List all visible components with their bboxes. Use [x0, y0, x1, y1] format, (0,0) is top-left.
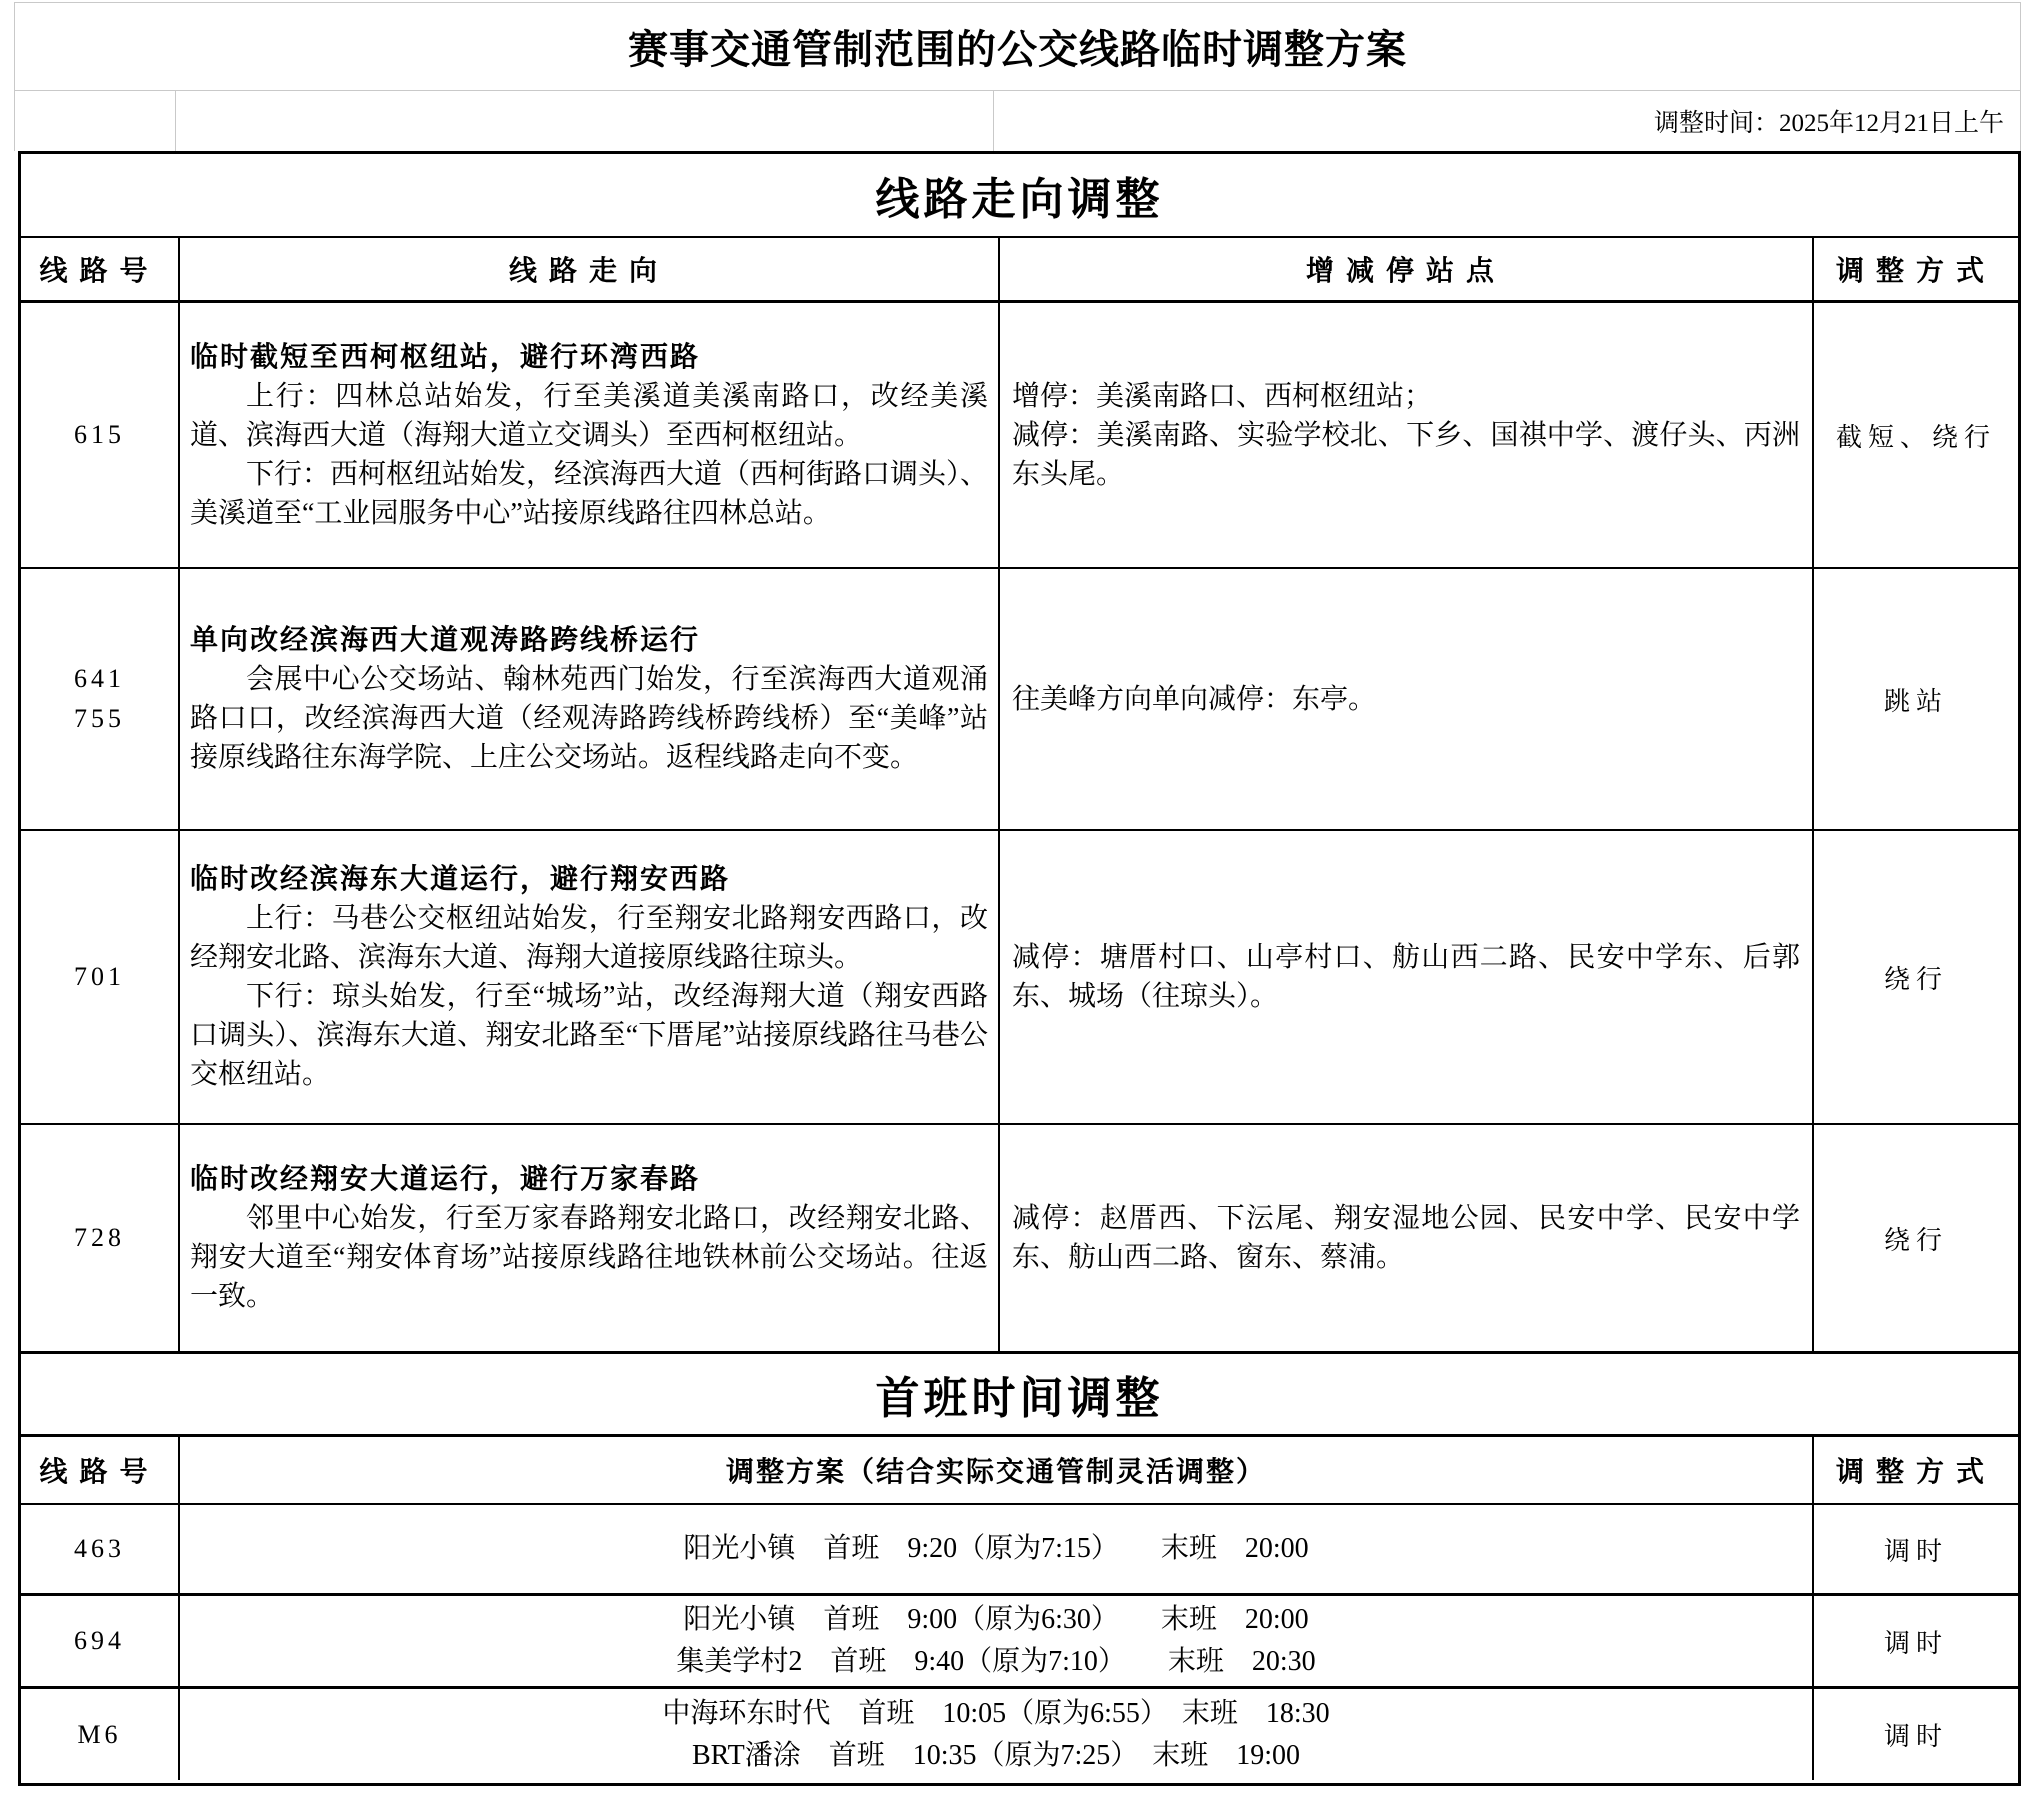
stops-added: 增停：美溪南路口、西柯枢纽站；: [1012, 380, 1433, 412]
stops-removed: 减停：美溪南路、实验学校北、下乡、国祺中学、渡仔头、丙洲东头尾。: [1012, 419, 1800, 490]
adjust-time-text: 调整时间：2025年12月21日上午: [1653, 110, 2004, 137]
time-section-heading: 首班时间调整: [21, 1354, 2018, 1437]
adjust-time-row: [14, 91, 2021, 151]
time-plan-line: 阳光小镇 首班 9:20（原为7:15） 末班 20:00: [683, 1533, 1309, 1564]
method-cell: [1814, 1505, 2018, 1593]
stops-cell: [1000, 831, 1814, 1123]
method-cell: [1814, 569, 2018, 829]
method-value: 调时: [1883, 1628, 1948, 1658]
route-direction-cell: [180, 303, 1000, 567]
stops-cell: [1000, 1125, 1814, 1351]
method-cell: [1814, 1689, 2018, 1780]
method-value: 调时: [1883, 1536, 1948, 1566]
method-cell: [1814, 1596, 2018, 1686]
time-plan-line: 中海环东时代 首班 10:05（原为6:55） 末班 18:30: [662, 1697, 1330, 1729]
route-number-cell: [21, 1689, 180, 1780]
time-plan-cell: [180, 1505, 1814, 1593]
route-headline: 单向改经滨海西大道观涛路跨线桥运行: [190, 625, 701, 656]
title-block: [14, 2, 2021, 91]
route-paragraph: 下行：西柯枢纽站始发，经滨海西大道（西柯街路口调头）、美溪道至“工业园服务中心”站接原线路往四林总站。: [190, 458, 989, 529]
table-row: [21, 1689, 2018, 1780]
route-number-cell: [21, 1125, 180, 1351]
method-cell: [1814, 1125, 2018, 1351]
table-row: [21, 1125, 2018, 1354]
main-table: [18, 151, 2021, 1786]
route-number: 463: [74, 1534, 125, 1563]
route-number: 641: [74, 664, 125, 693]
time-plan-line: 集美学村2 首班 9:40（原为7:10） 末班 20:30: [676, 1646, 1316, 1677]
empty-cell: [15, 91, 176, 151]
method-value: 跳站: [1883, 686, 1948, 716]
method-value: 截短、绕行: [1835, 422, 1996, 452]
route-direction-cell: [180, 831, 1000, 1123]
route-direction-cell: [180, 569, 1000, 829]
route-number-cell: [21, 1596, 180, 1686]
method-cell: [1814, 303, 2018, 567]
document-title: 赛事交通管制范围的公交线路临时调整方案: [628, 28, 1407, 72]
route-headline: 临时改经滨海东大道运行，避行翔安西路: [190, 864, 731, 895]
col-header-plan: 调整方案（结合实际交通管制灵活调整）: [180, 1437, 1814, 1503]
route-number-cell: [21, 1505, 180, 1593]
time-plan-line: BRT潘涂 首班 10:35（原为7:25） 末班 19:00: [691, 1739, 1301, 1771]
route-headline: 临时截短至西柯枢纽站，避行环湾西路: [190, 341, 701, 373]
route-section-heading: 线路走向调整: [21, 154, 2018, 238]
route-paragraph: 邻里中心始发，行至万家春路翔安北路口，改经翔安北路、翔安大道至“翔安体育场”站接原线路往地铁林前公交场站。往返一致。: [190, 1203, 988, 1312]
table-row: [21, 831, 2018, 1125]
route-number: M6: [77, 1719, 122, 1749]
col-header-route-path: 线路走向: [180, 238, 1000, 300]
route-number: 755: [74, 704, 125, 733]
col-header-method: 调整方式: [1835, 256, 1996, 287]
stops-cell: [1000, 569, 1814, 829]
method-value: 绕行: [1883, 964, 1948, 994]
route-number: 615: [74, 420, 125, 449]
route-number: 701: [74, 962, 125, 991]
col-header-route-no: 线路号: [21, 238, 180, 300]
stops-removed: 减停：赵厝西、下沄尾、翔安湿地公园、民安中学、民安中学东、舫山西二路、窗东、蔡浦。: [1012, 1203, 1800, 1273]
stops-removed: 往美峰方向单向减停：东亭。: [1012, 683, 1377, 715]
method-cell: [1814, 831, 2018, 1123]
route-paragraph: 会展中心公交场站、翰林苑西门始发，行至滨海西大道观涌路口口，改经滨海西大道（经观涛路跨线桥跨线桥）至“美峰”站接原线路往东海学院、上庄公交场站。返程线路走向不变。: [190, 664, 988, 773]
table-row: [21, 1505, 2018, 1596]
stops-cell: [1000, 303, 1814, 567]
route-number: 728: [74, 1223, 125, 1252]
method-value: 调时: [1883, 1722, 1948, 1751]
col-header-stops: 增减停站点: [1000, 238, 1814, 300]
route-number-cell: [21, 831, 180, 1123]
table-row: [21, 569, 2018, 831]
route-headline: 临时改经翔安大道运行，避行万家春路: [190, 1164, 701, 1195]
time-plan-cell: [180, 1689, 1814, 1780]
route-number-cell: [21, 303, 180, 567]
route-paragraph: 上行：四林总站始发，行至美溪道美溪南路口，改经美溪道、滨海西大道（海翔大道立交调头）至西柯枢纽站。: [190, 380, 988, 451]
col-header-route-no: 线路号: [21, 1437, 180, 1503]
route-section-header-row: [21, 238, 2018, 303]
empty-cell: [176, 91, 994, 151]
time-section-header-row: [21, 1437, 2018, 1505]
table-row: [21, 1596, 2018, 1689]
stops-removed: 减停：塘厝村口、山亭村口、舫山西二路、民安中学东、后郭东、城场（往琼头）。: [1012, 942, 1800, 1012]
time-plan-line: 阳光小镇 首班 9:00（原为6:30） 末班 20:00: [683, 1604, 1309, 1635]
route-paragraph: 上行：马巷公交枢纽站始发，行至翔安北路翔安西路口，改经翔安北路、滨海东大道、海翔大道接原线路往琼头。: [190, 903, 988, 973]
route-number-cell: [21, 569, 180, 829]
route-paragraph: 下行：琼头始发，行至“城场”站，改经海翔大道（翔安西路口调头）、滨海东大道、翔安北路至“下厝尾”站接原线路往马巷公交枢纽站。: [190, 981, 988, 1090]
method-value: 绕行: [1883, 1225, 1948, 1255]
route-direction-cell: [180, 1125, 1000, 1351]
table-row: [21, 303, 2018, 569]
route-number: 694: [74, 1626, 125, 1655]
col-header-method: 调整方式: [1835, 1457, 1996, 1488]
time-plan-cell: [180, 1596, 1814, 1686]
